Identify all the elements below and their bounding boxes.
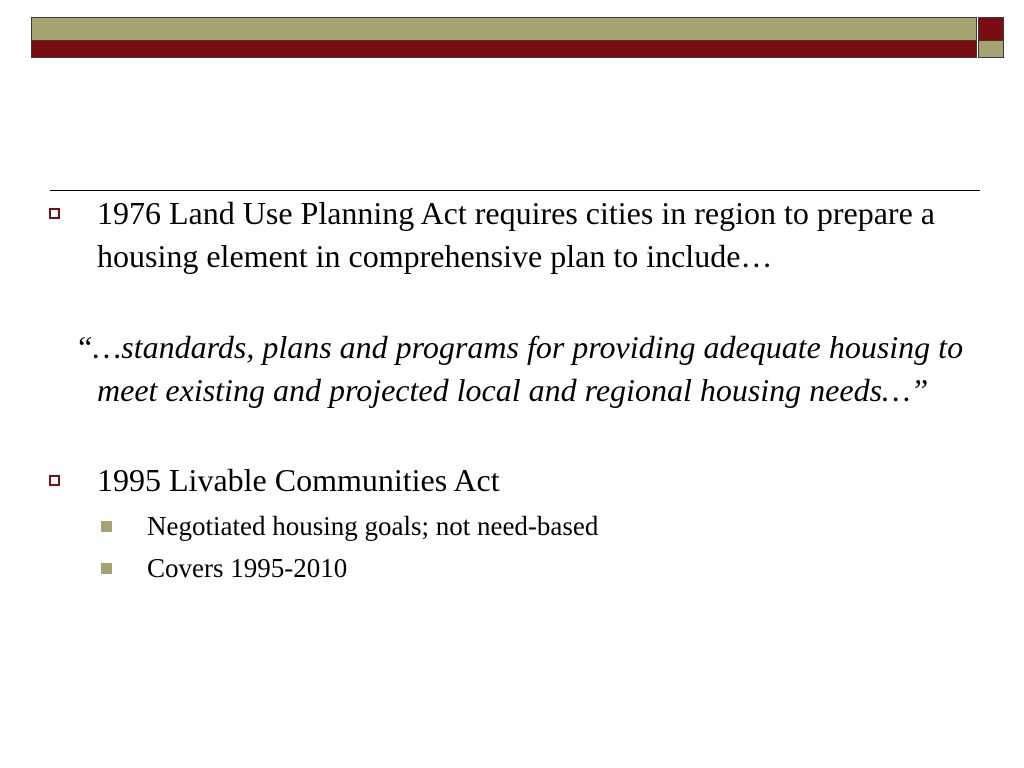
statute-quote: “…standards, plans and programs for providing adequate housing to meet existing and projected local and regional housing needs…” bbox=[75, 329, 964, 408]
hollow-square-bullet-icon bbox=[49, 208, 60, 219]
bullet-item-1976-act bbox=[40, 192, 980, 278]
header-bar-olive bbox=[31, 17, 977, 41]
hollow-square-bullet-icon bbox=[49, 475, 60, 486]
sub-bullet-item bbox=[40, 508, 980, 544]
sub-bullet-text: Negotiated housing goals; not need-based bbox=[147, 511, 599, 541]
sub-bullet-text: Covers 1995-2010 bbox=[147, 553, 348, 583]
sub-bullet-item bbox=[40, 550, 980, 586]
header-bar-maroon bbox=[31, 41, 977, 58]
header-corner-square-maroon bbox=[978, 17, 1004, 41]
bullet-item-1995-act bbox=[40, 459, 980, 502]
filled-square-bullet-icon bbox=[101, 521, 112, 532]
filled-square-bullet-icon bbox=[101, 563, 112, 574]
header-corner-square-olive bbox=[978, 41, 1004, 58]
bullet-text: 1976 Land Use Planning Act requires cities in region to prepare a housing element in comprehensive plan to include… bbox=[97, 195, 935, 274]
slide-content bbox=[40, 192, 980, 586]
title-divider-line bbox=[50, 190, 980, 191]
bullet-text: 1995 Livable Communities Act bbox=[97, 462, 500, 498]
